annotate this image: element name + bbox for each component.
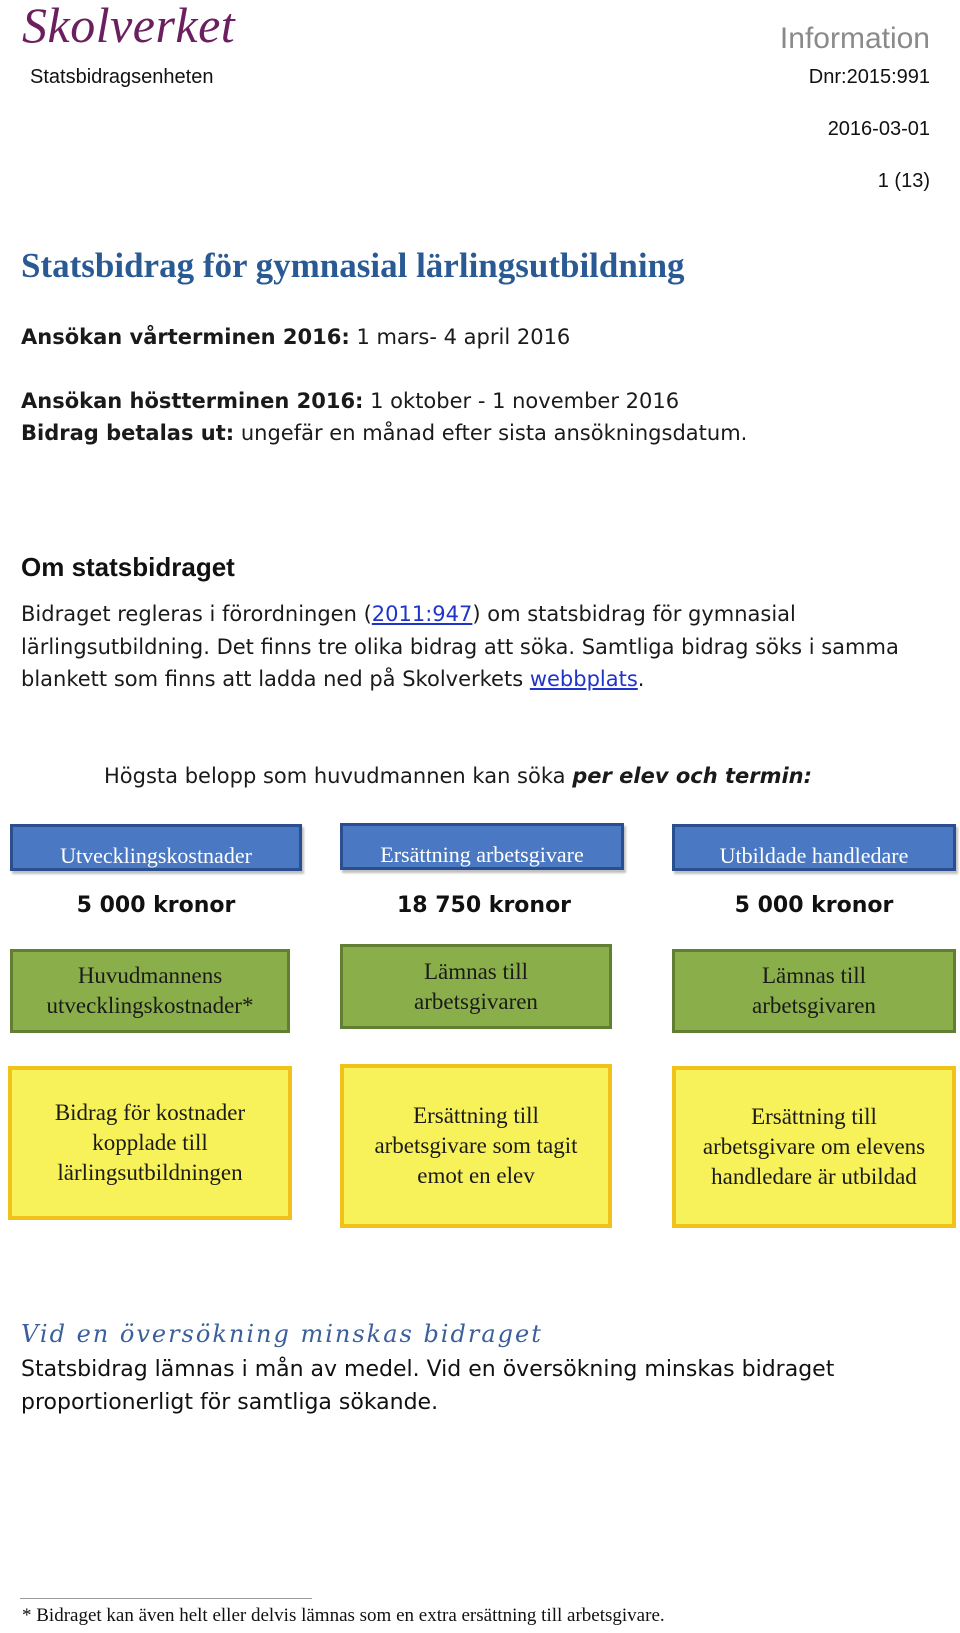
info-payment <box>21 421 747 445</box>
ordinance-link[interactable]: 2011:947 <box>371 602 473 626</box>
about-paragraph <box>21 598 921 696</box>
info-autumn <box>21 389 679 413</box>
grants-intro-emphasis: per elev och termin: <box>572 764 813 788</box>
grants-intro-text: Högsta belopp som huvudmannen kan söka <box>104 764 573 788</box>
document-type: Information <box>779 22 930 55</box>
grants-intro <box>104 764 812 788</box>
grant-recipient-development-text: Huvudmannens utvecklingskostnader* <box>46 963 254 1018</box>
grant-amount-supervisors: 5 000 kronor <box>734 893 894 918</box>
document-date: 2016-03-01 <box>827 118 930 140</box>
diary-number: Dnr:2015:991 <box>808 66 930 88</box>
info-payment-value: ungefär en månad efter sista ansökningsdatum. <box>234 421 748 445</box>
website-link[interactable]: webbplats <box>529 667 638 691</box>
page-number: 1 (13) <box>877 170 930 192</box>
oversubscription-text: Statsbidrag lämnas i mån av medel. Vid en översökning minskas bidraget proportionerligt för samtliga sökande. <box>21 1357 835 1415</box>
grant-description-supervisors-text: Ersättning till arbetsgivare om elevens handledare är utbildad <box>702 1104 926 1189</box>
skolverket-logo: Skolverket <box>22 0 236 53</box>
grant-amount-development: 5 000 kronor <box>76 893 236 918</box>
about-text-1: Bidraget regleras i förordningen ( <box>21 602 372 626</box>
info-payment-label: Bidrag betalas ut: <box>21 421 235 445</box>
grant-description-employer <box>340 1064 612 1228</box>
oversubscription-heading: Vid en översökning minskas bidraget <box>21 1320 543 1348</box>
about-heading: Om statsbidraget <box>21 552 235 582</box>
grant-header-supervisors: Utbildade handledare <box>672 824 956 871</box>
grant-description-employer-text: Ersättning till arbetsgivare som tagit emot en elev <box>374 1103 578 1188</box>
grant-header-development: Utvecklingskostnader <box>10 824 302 871</box>
grant-recipient-supervisors <box>672 949 956 1033</box>
grant-header-employer: Ersättning arbetsgivare <box>340 823 624 870</box>
info-autumn-value: 1 oktober - 1 november 2016 <box>363 389 680 413</box>
grant-description-development-text: Bidrag för kostnader kopplade till lärlingsutbildningen <box>54 1100 246 1185</box>
grant-recipient-employer <box>340 944 612 1029</box>
grant-recipient-supervisors-text: Lämnas till arbetsgivaren <box>752 963 876 1018</box>
grant-recipient-development <box>10 949 290 1033</box>
info-autumn-label: Ansökan höstterminen 2016: <box>21 389 364 413</box>
footnote: * Bidraget kan även helt eller delvis lämnas som en extra ersättning till arbetsgivare. <box>22 1605 665 1626</box>
info-spring-label: Ansökan vårterminen 2016: <box>21 325 350 349</box>
page-title: Statsbidrag för gymnasial lärlingsutbildning <box>21 246 685 285</box>
info-spring <box>21 325 570 349</box>
unit-name: Statsbidragsenheten <box>30 66 214 88</box>
footnote-divider <box>20 1598 312 1599</box>
grant-description-supervisors <box>672 1066 956 1228</box>
about-text-2: ) om statsbidrag för gymnasial lärlingsutbildning. Det finns tre olika bidrag att söka. Samtliga bidrag söks i samma blankett som finns att ladda ned på Skolverkets <box>21 602 899 691</box>
grant-description-development <box>8 1066 292 1220</box>
grant-amount-employer: 18 750 kronor <box>396 893 572 918</box>
info-spring-value: 1 mars- 4 april 2016 <box>349 325 571 349</box>
grant-recipient-employer-text: Lämnas till arbetsgivaren <box>414 958 538 1014</box>
about-text-3: . <box>637 667 645 691</box>
